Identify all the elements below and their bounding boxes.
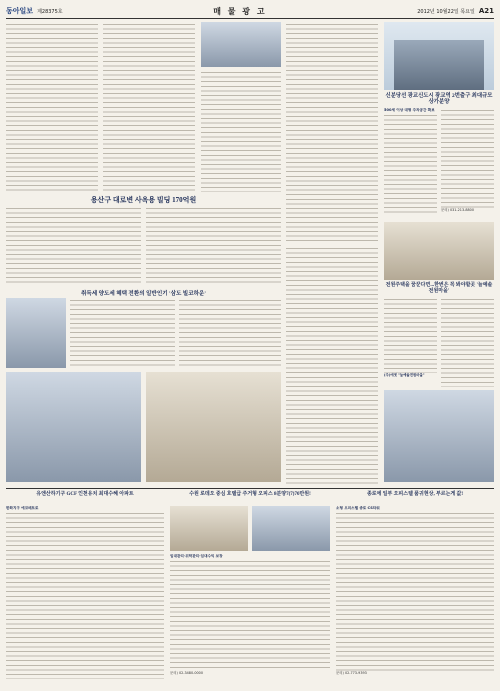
- apartment-photo-2: [6, 372, 141, 482]
- ad-column-13: [441, 297, 494, 387]
- ad-column-8: [146, 206, 281, 286]
- contact-2: 문의) 02-3480-0000: [170, 670, 203, 675]
- ad-column-1: [6, 22, 98, 192]
- apartment-photo: [384, 390, 494, 482]
- building-photo-1: [201, 22, 281, 67]
- headline-h7: 종로에 일부 오피스텔 품귀현상, 부르는게 값!: [366, 492, 464, 497]
- ad-column-6: [441, 108, 494, 218]
- ad-column-16: [336, 506, 494, 684]
- issue-number: 제28375호: [37, 8, 63, 15]
- ad-column-4: [286, 22, 378, 242]
- headline-h5: 유엔산하기구 GCF 인천유치 최대수혜 아파트: [36, 492, 134, 497]
- house-photo: [384, 222, 494, 280]
- masthead: [6, 4, 494, 19]
- mall-rendering: [384, 22, 494, 90]
- section-title: 매 물 광 고: [213, 5, 267, 16]
- sub-s5: 소형 오피스텔 종로 CS타워: [336, 506, 380, 510]
- headline-h1: 용산구 대로변 사옥용 빌딩 170억원: [90, 196, 197, 204]
- sub-s4: 임대관리·위탁관리·임대수익 보장: [170, 554, 223, 558]
- ad-column-11: [286, 246, 378, 486]
- sub-s2: (주)에셋 "늘예솔전원마을": [384, 373, 425, 377]
- ad-column-12: [384, 297, 437, 387]
- ad-column-2: [103, 22, 195, 192]
- ad-column-10: [179, 298, 281, 368]
- contact-1: 문의) 031-213-8800: [441, 208, 474, 212]
- contact-3: 문의) 02-773-9393: [336, 670, 367, 675]
- bottom-divider: [6, 488, 494, 489]
- page-number: A21: [478, 7, 494, 15]
- sub-s1: 500세 이상 대형 주차공간 확보: [384, 108, 435, 112]
- ad-column-15: [170, 554, 330, 684]
- sub-s3: 한화지구 에코메트로: [6, 506, 39, 510]
- ad-column-3: [201, 70, 281, 192]
- newspaper-page: [6, 4, 494, 687]
- room-photo-1: [170, 506, 248, 551]
- ad-column-14: [6, 506, 164, 684]
- room-photo-2: [252, 506, 330, 551]
- ad-column-5: [384, 108, 437, 218]
- paper-logo: 동아일보: [6, 6, 34, 15]
- headline-h4: 전원주택을 꿈꾼다면...한번은 꼭 봐야할곳 '늘예솔전원마을': [385, 283, 493, 294]
- headline-h3: 신분당선 광교신도시 광교역 2번출구 최대규모 상가분양: [385, 93, 493, 106]
- building-photo-2: [6, 298, 66, 368]
- apartment-photo-3: [146, 372, 281, 482]
- headline-h2: 취득세 양도세 혜택 전환의 일반인기 '삼도 빌코하운': [81, 291, 206, 297]
- headline-h6: 수원 로데오 중심 호텔급 주거형 오피스 8분양7(7)70만원!: [189, 492, 311, 497]
- ad-column-9: [70, 298, 175, 368]
- ad-column-7: [6, 206, 141, 286]
- issue-date: 2012년 10월22일 목요일: [417, 8, 475, 15]
